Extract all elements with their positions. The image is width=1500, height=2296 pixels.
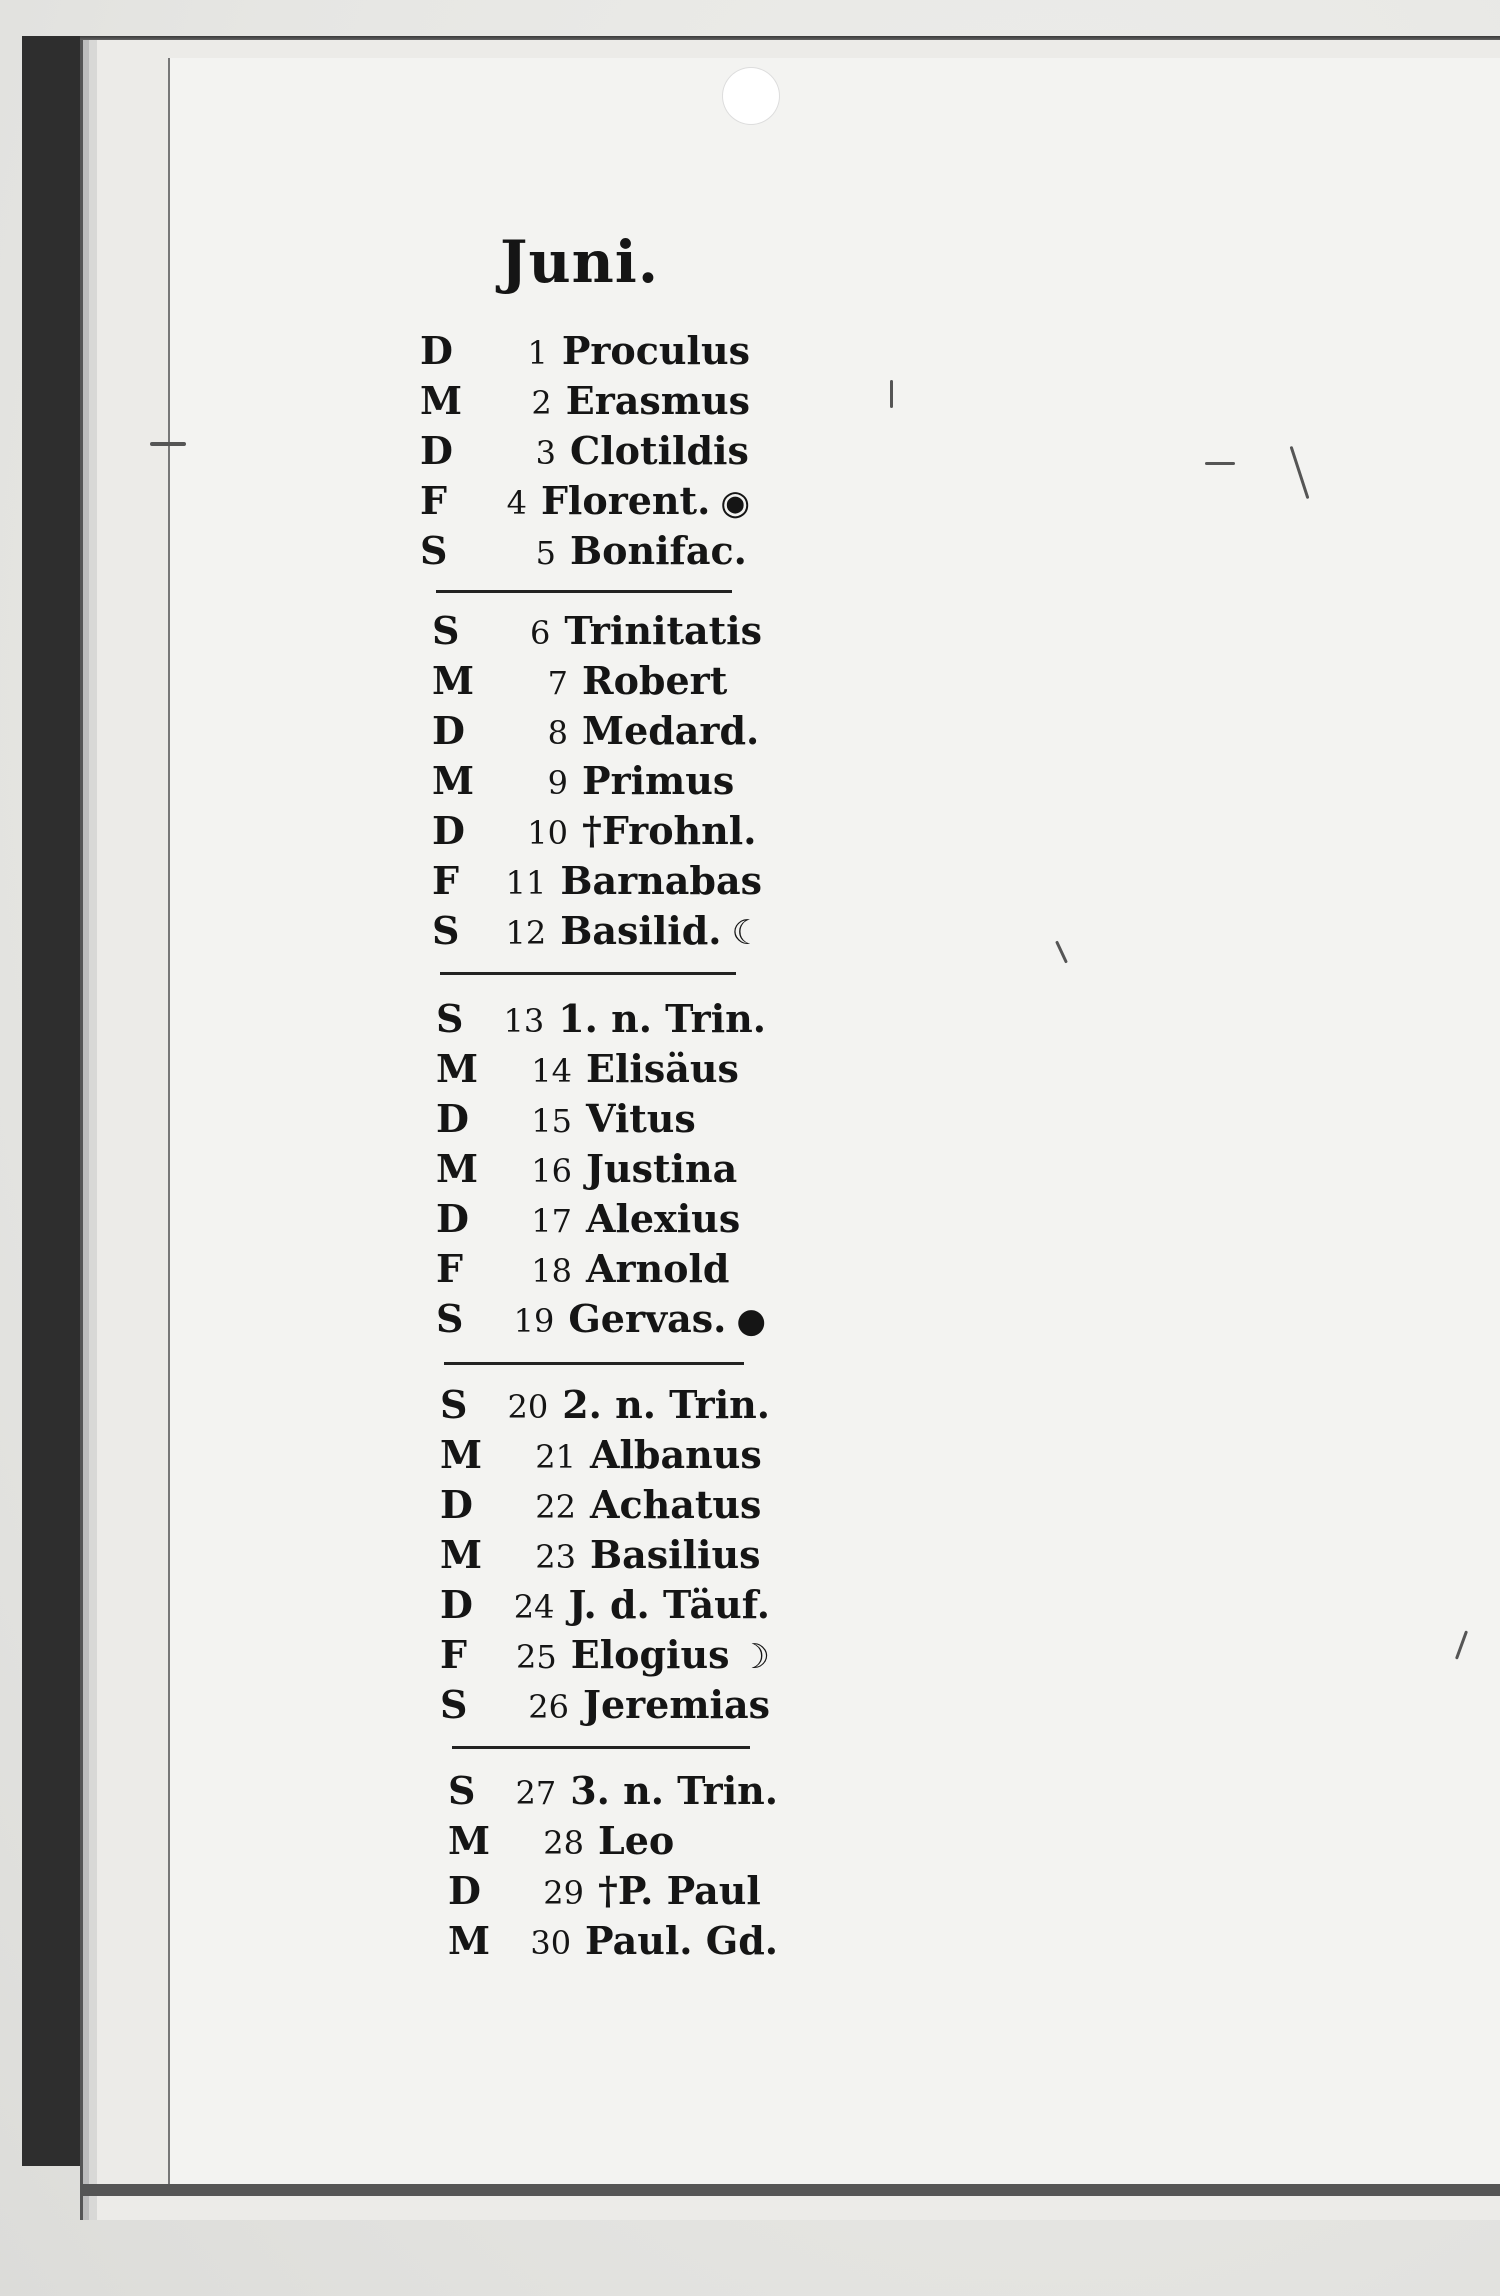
weekday-letter: D xyxy=(420,428,453,473)
day-row xyxy=(432,706,762,756)
day-number: 6 xyxy=(530,614,551,652)
day-row xyxy=(436,994,766,1044)
weekday-letter: S xyxy=(432,608,460,653)
saint-name: Bonifac. xyxy=(570,528,747,573)
weekday-letter: F xyxy=(432,858,459,903)
saint-name: Medard. xyxy=(582,708,760,753)
page-bottom-edge xyxy=(80,2184,1500,2196)
weekday-letter: D xyxy=(440,1482,473,1527)
weekday-letter: M xyxy=(432,758,475,803)
saint-name: 2. n. Trin. xyxy=(562,1382,770,1427)
first-quarter-moon-icon: ☽ xyxy=(739,1637,770,1677)
day-row xyxy=(436,1194,766,1244)
week-divider xyxy=(452,1746,750,1749)
day-number: 21 xyxy=(535,1438,576,1476)
day-number: 22 xyxy=(535,1488,576,1526)
day-row xyxy=(436,1044,766,1094)
weekday-letter: S xyxy=(440,1382,468,1427)
weekday-letter: M xyxy=(420,378,463,423)
day-row xyxy=(448,1866,778,1916)
weekday-letter: F xyxy=(436,1246,463,1291)
day-row xyxy=(436,1294,766,1344)
day-number: 2 xyxy=(531,384,552,422)
week-4 xyxy=(440,1380,770,1730)
day-number: 28 xyxy=(543,1824,584,1862)
weekday-letter: S xyxy=(440,1682,468,1727)
saint-name: Vitus xyxy=(586,1096,696,1141)
day-row xyxy=(448,1766,778,1816)
day-row xyxy=(440,1630,770,1680)
day-row xyxy=(440,1580,770,1630)
day-row xyxy=(420,476,750,526)
day-number: 20 xyxy=(507,1388,549,1426)
saint-name: Elogius xyxy=(570,1632,730,1677)
saint-name: †P. Paul xyxy=(598,1868,761,1913)
day-number: 12 xyxy=(505,914,547,952)
calendar-page xyxy=(168,58,1500,2191)
day-number: 29 xyxy=(543,1874,584,1912)
day-number: 16 xyxy=(531,1152,572,1190)
weekday-letter: M xyxy=(448,1918,491,1963)
saint-name: Achatus xyxy=(590,1482,762,1527)
weekday-letter: F xyxy=(420,478,447,523)
week-divider xyxy=(444,1362,744,1365)
new-moon-icon: ● xyxy=(736,1301,766,1341)
day-number: 23 xyxy=(535,1538,576,1576)
punch-hole xyxy=(723,68,779,124)
day-number: 25 xyxy=(516,1638,557,1676)
saint-name: Proculus xyxy=(561,328,750,373)
day-row xyxy=(432,756,762,806)
saint-name: Primus xyxy=(582,758,735,803)
day-row xyxy=(432,656,762,706)
day-row xyxy=(420,426,750,476)
weekday-letter: D xyxy=(420,328,453,373)
weekday-letter: M xyxy=(436,1046,479,1091)
weekday-letter: M xyxy=(432,658,475,703)
weekday-letter: D xyxy=(432,708,465,753)
day-number: 15 xyxy=(531,1102,572,1140)
day-row xyxy=(432,806,762,856)
day-row xyxy=(432,606,762,656)
week-5 xyxy=(448,1766,778,1966)
saint-name: Arnold xyxy=(586,1246,730,1291)
week-2 xyxy=(432,606,762,956)
saint-name: 3. n. Trin. xyxy=(570,1768,778,1813)
day-row xyxy=(440,1680,770,1730)
day-row xyxy=(440,1430,770,1480)
day-row xyxy=(420,326,750,376)
day-row xyxy=(448,1916,778,1966)
day-number: 27 xyxy=(515,1774,557,1812)
day-row xyxy=(436,1094,766,1144)
weekday-letter: D xyxy=(448,1868,481,1913)
day-number: 19 xyxy=(513,1302,555,1340)
weekday-letter: D xyxy=(436,1196,469,1241)
saint-name: Barnabas xyxy=(560,858,762,903)
day-number: 7 xyxy=(547,664,568,702)
day-row xyxy=(436,1144,766,1194)
weekday-letter: M xyxy=(440,1532,483,1577)
day-number: 9 xyxy=(547,764,568,802)
saint-name: Jeremias xyxy=(582,1682,770,1727)
day-row xyxy=(440,1530,770,1580)
saint-name: Trinitatis xyxy=(564,608,762,653)
week-1 xyxy=(420,326,750,576)
day-row xyxy=(432,856,762,906)
saint-name: Basilid. xyxy=(560,908,722,953)
saint-name: Florent. xyxy=(540,478,711,523)
saint-name: Erasmus xyxy=(565,378,750,423)
day-number: 8 xyxy=(547,714,568,752)
weekday-letter: D xyxy=(436,1096,469,1141)
saint-name: Robert xyxy=(582,658,728,703)
scan-speck xyxy=(150,442,186,446)
day-number: 18 xyxy=(531,1252,572,1290)
saint-name: Basilius xyxy=(590,1532,761,1577)
day-number: 13 xyxy=(503,1002,545,1040)
saint-name: Justina xyxy=(586,1146,738,1191)
day-row xyxy=(440,1380,770,1430)
weekday-letter: D xyxy=(432,808,465,853)
weekday-letter: M xyxy=(440,1432,483,1477)
scan-speck xyxy=(890,380,893,408)
weekday-letter: M xyxy=(448,1818,491,1863)
weekday-letter: D xyxy=(440,1582,473,1627)
saint-name: Gervas. xyxy=(568,1296,727,1341)
full-moon-icon: ◉ xyxy=(720,483,750,523)
week-divider xyxy=(440,972,736,975)
week-divider xyxy=(436,590,732,593)
day-number: 10 xyxy=(527,814,568,852)
day-number: 3 xyxy=(535,434,556,472)
day-row xyxy=(448,1816,778,1866)
day-number: 14 xyxy=(531,1052,572,1090)
weekday-letter: S xyxy=(436,996,464,1041)
saint-name: Paul. Gd. xyxy=(585,1918,778,1963)
day-row xyxy=(420,376,750,426)
day-row xyxy=(436,1244,766,1294)
scan-speck xyxy=(1205,462,1235,465)
saint-name: 1. n. Trin. xyxy=(558,996,766,1041)
weekday-letter: M xyxy=(436,1146,479,1191)
week-3 xyxy=(436,994,766,1344)
month-title: Juni. xyxy=(500,228,660,296)
weekday-letter: S xyxy=(420,528,448,573)
day-number: 26 xyxy=(528,1688,569,1726)
saint-name: Leo xyxy=(598,1818,675,1863)
last-quarter-moon-icon: ☾ xyxy=(731,913,762,953)
saint-name: Elisäus xyxy=(586,1046,739,1091)
day-row xyxy=(432,906,762,956)
saint-name: Clotildis xyxy=(570,428,749,473)
day-number: 4 xyxy=(506,484,527,522)
weekday-letter: S xyxy=(432,908,460,953)
day-row xyxy=(440,1480,770,1530)
day-number: 17 xyxy=(531,1202,572,1240)
weekday-letter: F xyxy=(440,1632,467,1677)
day-number: 5 xyxy=(535,534,556,572)
saint-name: Alexius xyxy=(586,1196,741,1241)
day-number: 24 xyxy=(513,1588,555,1626)
saint-name: Albanus xyxy=(590,1432,762,1477)
saint-name: J. d. Täuf. xyxy=(568,1582,770,1627)
day-number: 1 xyxy=(527,334,548,372)
day-row xyxy=(420,526,750,576)
day-number: 11 xyxy=(505,864,547,902)
weekday-letter: S xyxy=(448,1768,476,1813)
weekday-letter: S xyxy=(436,1296,464,1341)
day-number: 30 xyxy=(530,1924,572,1962)
saint-name: †Frohnl. xyxy=(582,808,757,853)
book-spine xyxy=(22,36,80,2166)
